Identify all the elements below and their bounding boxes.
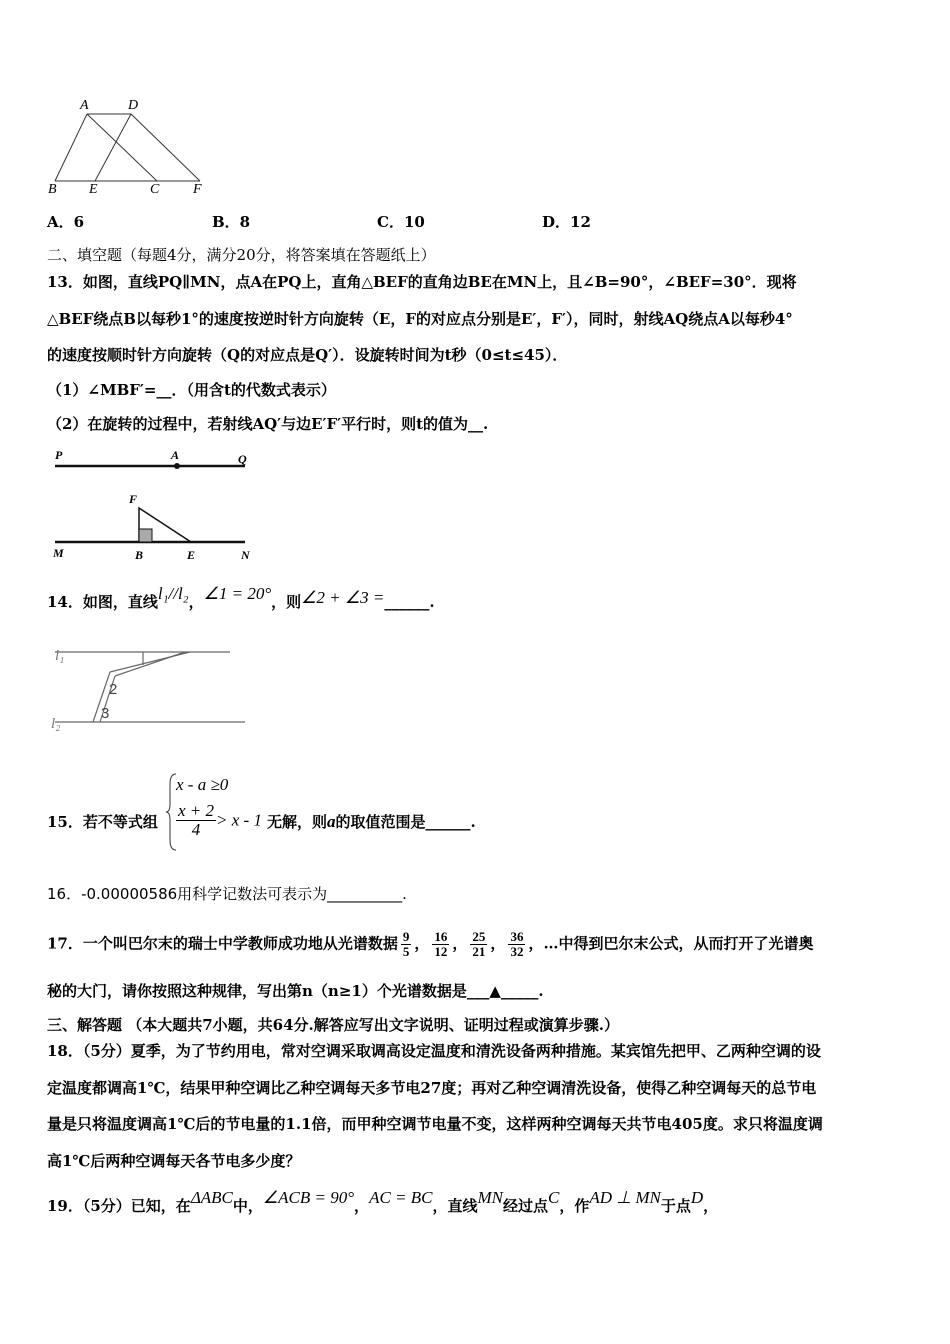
q12-figure: [40, 95, 220, 205]
q17-frac-3: [470, 930, 487, 959]
q17-sep-3: ，: [490, 934, 506, 953]
q13-sub2: （2）在旋转的过程中，若射线AQ′与边E′F′平行时，则t的值为__.: [47, 415, 489, 433]
q19-p3: ，: [354, 1197, 370, 1215]
frac-num: 36: [510, 929, 524, 944]
q17-frac-2: [432, 930, 449, 959]
option-a: A．6: [47, 213, 85, 231]
option-d: D．12: [542, 213, 591, 231]
q15-frac-num: x + 2: [178, 801, 215, 820]
label-b: B: [135, 548, 144, 562]
q13-sub1: （1）∠MBF′=__．（用含t的代数式表示）: [47, 381, 336, 399]
q17-frac-4: [508, 930, 525, 959]
q17-line1: [47, 930, 813, 959]
frac-den: 21: [472, 944, 486, 959]
frac-num: 9: [402, 929, 410, 944]
q19-p4: ，直线: [432, 1197, 478, 1215]
frac-den: 32: [510, 944, 524, 959]
q19-c: C: [548, 1188, 560, 1207]
q19-eq: AC = BC: [369, 1188, 433, 1207]
q17-line2: 秘的大门，请你按照这种规律，写出第n（n≥1）个光谱数据是___▲_____.: [47, 982, 544, 1000]
q17-suffix: ，…中得到巴尔末公式，从而打开了光谱奥: [528, 934, 814, 953]
q13-figure: [45, 445, 265, 565]
q15-suffix-text: 无解，则: [267, 813, 328, 831]
q14-angle1: ∠1 = 20°: [203, 584, 272, 603]
frac-num: 16: [434, 929, 448, 944]
q19-p2: 中，: [232, 1197, 263, 1215]
q19-p6: ，作: [559, 1197, 590, 1215]
section2-heading: 二、填空题（每题4分，满分20分，将答案填在答题纸上）: [47, 246, 436, 264]
q14-figure: [45, 640, 245, 740]
label-b: B: [48, 182, 57, 197]
right-angle-mark: [139, 529, 152, 542]
zigzag-lower-edge: [115, 652, 185, 676]
q18-line1: 18．（5分）夏季，为了节约用电，常对空调采取调高设定温度和清洗设备两种措施。某宾馆先把甲、乙两种空调的设: [47, 1042, 821, 1060]
label-e: E: [187, 548, 196, 562]
frac-den: 5: [402, 944, 410, 959]
q15-frac-den: 4: [191, 820, 201, 839]
label-3: 3: [101, 705, 110, 722]
q15-ineq1: x - a ≥0: [176, 775, 229, 794]
line-ab: [55, 114, 87, 181]
q17-prefix: 17．一个叫巴尔末的瑞士中学教师成功地从光谱数据: [47, 934, 398, 953]
label-l2: l₂: [51, 716, 61, 732]
q16-text: 16．-0.00000586用科学记数法可表示为__________.: [47, 885, 407, 903]
q14-sep: ，: [188, 593, 204, 611]
q14-prefix: 14．如图，直线: [47, 593, 158, 611]
q18-line3: 量是只将温度调高1℃后的节电量的1.1倍，而甲种空调节电量不变，这样两种空调每天共节电405度。求只将温度调: [47, 1115, 823, 1133]
frac-num: 25: [472, 929, 486, 944]
line-de: [95, 114, 131, 181]
label-f: F: [129, 492, 138, 506]
q14-parallel: l₁//l₂: [157, 584, 189, 603]
label-p: P: [55, 448, 63, 462]
q14-text: [47, 584, 435, 612]
option-c: C．10: [377, 213, 425, 231]
label-2: 2: [109, 681, 118, 698]
q17-sep-2: ，: [452, 934, 468, 953]
q19-p5: 经过点: [503, 1197, 549, 1215]
q19-d: D: [690, 1188, 704, 1207]
label-e: E: [89, 182, 98, 197]
q14-blank: ______.: [384, 593, 435, 611]
q19-p8: ，: [703, 1197, 719, 1215]
line-df: [131, 114, 200, 181]
q19-angle: ∠ACB = 90°: [262, 1188, 355, 1207]
point-a: [174, 463, 180, 469]
q17-sep-1: ，: [414, 934, 430, 953]
q15-prefix: 15．若不等式组: [47, 813, 158, 831]
label-d: D: [128, 98, 139, 113]
q15-ineq2: [176, 802, 262, 839]
q15-var: a: [327, 812, 336, 831]
label-n: N: [241, 548, 250, 562]
frac-den: 12: [434, 944, 448, 959]
line-ac: [87, 114, 157, 181]
label-q: Q: [238, 452, 247, 466]
option-b: B．8: [212, 213, 251, 231]
label-a: A: [80, 98, 89, 113]
q15-ineq2-rest: > x - 1: [216, 810, 262, 830]
q19-perp: AD ⊥ MN: [589, 1188, 661, 1207]
q18-line4: 高1℃后两种空调每天各节电多少度？: [47, 1152, 301, 1170]
q14-expr: ∠2 + ∠3 =: [301, 588, 385, 607]
q19-p7: 于点: [660, 1197, 691, 1215]
q18-line2: 定温度都调高1℃，结果甲种空调比乙种空调每天多节电27度；再对乙种空调清洗设备，使得乙种空调每天的总节电: [47, 1079, 817, 1097]
q19-prefix: 19．（5分）已知，在: [47, 1197, 191, 1215]
q15-suffix2-text: 的取值范围是______.: [335, 813, 476, 831]
label-c: C: [150, 182, 160, 197]
q13-line3: 的速度按顺时针方向旋转（Q的对应点是Q′）．设旋转时间为t秒（0≤t≤45）．: [47, 346, 568, 364]
q19-text: [47, 1188, 719, 1216]
section3-heading: 三、解答题 （本大题共7小题，共64分.解答应写出文字说明、证明过程或演算步骤.）: [47, 1016, 619, 1034]
q15-suffix: [267, 812, 476, 832]
q14-mid: ，则: [271, 593, 302, 611]
label-m: M: [53, 546, 64, 560]
q19-tri: ΔABC: [190, 1188, 233, 1207]
q13-line2: △BEF绕点B以每秒1°的速度按逆时针方向旋转（E，F的对应点分别是E′，F′），同时，射线AQ绕点A以每秒4°: [47, 310, 793, 328]
q17-frac-1: [401, 930, 412, 959]
label-f: F: [193, 182, 202, 197]
label-l1: l₁: [55, 648, 65, 664]
q19-mn: MN: [477, 1188, 503, 1207]
q13-line1: 13．如图，直线PQ∥MN，点A在PQ上，直角△BEF的直角边BE在MN上，且∠B=90°，∠BEF=30°．现将: [47, 273, 797, 291]
label-a: A: [171, 448, 180, 462]
